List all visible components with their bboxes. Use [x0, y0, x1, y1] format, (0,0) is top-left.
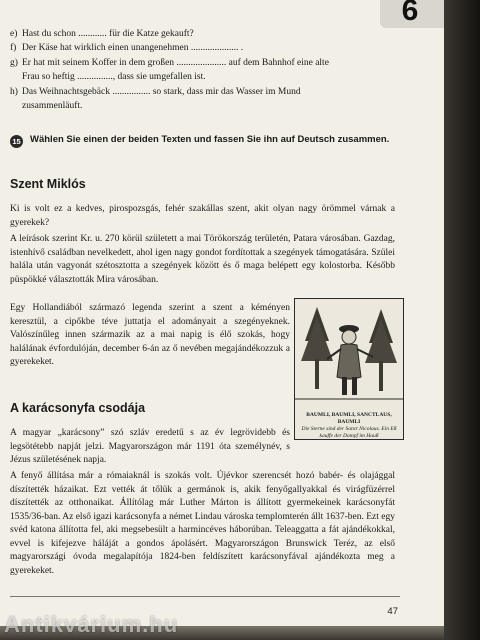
paragraph-text: A magyar „karácsony” szó szláv eredetű s az év legrövidebb és legsötétebb napját jelzi. Magyarországon már 1191 óta személynév, s Jézus születésének napja.: [10, 428, 290, 465]
item-text: Der Käse hat wirklich einen unangenehmen .................... .: [22, 43, 244, 53]
footer-rule: [10, 596, 400, 597]
item-text-continued: zusammenläuft.: [22, 100, 83, 111]
item-text: Er hat mit seinem Koffer in dem großen ..................... auf dem Bahnhof eine alte: [22, 58, 329, 68]
exercise-instruction: Wählen Sie einen der beiden Texten und fassen Sie ihn auf Deutsch zusammen.: [30, 134, 390, 145]
caption-title: BAUMLI, BAUMLI, SANCTLAUS, BAUMLI: [306, 412, 392, 425]
exercise-item-e: [10, 28, 380, 42]
paragraph-text: Egy Hollandiából származó legenda szerint a szent a kéményen keresztül, a cipőkbe téve juttatja el adományait a szegényeknek. Valószínűleg innen származik az a mai napig is élő szokás, hogy halálának évfordulóján, december 6-án az ő nevében megajándékozzuk a gyerekeket.: [10, 303, 290, 367]
paragraph-text: A fenyő állítása már a rómaiaknál is szokás volt. Újévkor szerencsét hozó babér- és olajággal díszítették házaikat. Ezt vették át tőlük a germánok is, akik fenyőgallyakkal és virágfüzérrel díszítették az otthonaikat. Állítólag már Luther Márton is állított gyermekeinek karácsonyfát 1535/36-ban. Az első igazi karácsonyfa a német Lindau városka templomterén állt 1637-ben. Ezt egy svéd katona állította fel, aki megsebesült a harmincéves háborúban. Teleaggatta a fát ajándékokkal, evvel is kifejezve háláját a gondos ápolásért. Magyarországon Brunswick Teréz, az első magyarországi óvoda megalapítója 1824-ben feldíszített karácsonyfával ajándékozta meg a gyerekeket.: [10, 471, 395, 576]
item-text: Hast du schon ............ für die Katze gekauft?: [22, 29, 194, 39]
lead-question: [10, 203, 395, 230]
item-label: h): [10, 87, 18, 97]
paragraph-text: A leírások szerint Kr. u. 270 körül született a mai Törökország területén, Patara városában. Gazdag, istenhívő családban nevelkedett, ahol igen nagy gondot fordítottak a szegények támogatására. Szülei halála után vagyonát szétosztotta a szegények között és ő maga belépett egy kolostorba. Később püspökké választották Mira városában.: [10, 234, 395, 285]
chapter-number: 6: [401, 0, 419, 27]
exercise-item-g: [10, 57, 380, 84]
lead-question-text: Ki is volt ez a kedves, pirospozsgás, fehér szakállas szent, akit olyan nagy örömmel várnak a gyerekek?: [10, 204, 395, 228]
paragraph-karacsonyfa-1: [10, 427, 290, 468]
paragraph-szent-miklos-1: [10, 233, 395, 287]
figure-caption: [297, 412, 401, 440]
item-text: Das Weihnachtsgebäck ................ so stark, dass mir das Wasser im Mund: [22, 87, 301, 97]
exercise-item-f: [10, 42, 380, 56]
paragraph-karacsonyfa-2: [10, 470, 395, 578]
item-label: g): [10, 58, 18, 68]
item-label: f): [10, 43, 17, 53]
page-edge-shadow: [444, 0, 480, 640]
caption-line: Die Sterne sind der Sanct Nicolaus. Ein Eß kauffe der Dampf im Hauß: [301, 426, 397, 439]
section-title-szent-miklos: Szent Miklós: [10, 177, 86, 191]
saint-figure-engraving: [295, 299, 403, 409]
paragraph-szent-miklos-2: [10, 302, 290, 370]
exercise-number-badge: 15: [10, 135, 23, 148]
section-title-karacsonyfa: A karácsonyfa csodája: [10, 401, 146, 415]
watermark-text: Antikvárium.hu: [4, 612, 179, 637]
item-text-continued: Frau so heftig ..............., dass sie umgefallen ist.: [22, 71, 206, 82]
page-number: 47: [387, 606, 398, 617]
exercise-item-h: [10, 86, 380, 113]
item-label: e): [10, 29, 18, 39]
